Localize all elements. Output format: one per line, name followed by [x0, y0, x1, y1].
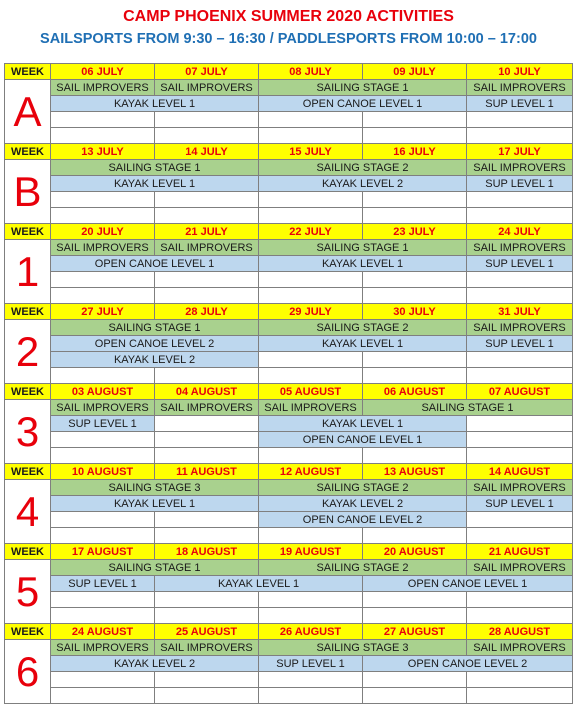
activity-cell: KAYAK LEVEL 2: [51, 656, 259, 672]
date-header-cell: 17 JULY: [467, 144, 573, 160]
empty-cell: [363, 672, 467, 688]
empty-cell: [155, 208, 259, 224]
week-big-label: 2: [5, 320, 51, 384]
empty-cell: [363, 592, 467, 608]
date-header-cell: 22 JULY: [259, 224, 363, 240]
activity-cell: SAIL IMPROVERS: [467, 160, 573, 176]
date-header-cell: 20 JULY: [51, 224, 155, 240]
date-header-cell: 23 JULY: [363, 224, 467, 240]
empty-cell: [155, 128, 259, 144]
activity-row: [5, 128, 573, 144]
activity-cell: SUP LEVEL 1: [467, 496, 573, 512]
activity-cell: KAYAK LEVEL 2: [51, 352, 259, 368]
empty-cell: [363, 608, 467, 624]
date-header-cell: 29 JULY: [259, 304, 363, 320]
date-header-cell: 28 AUGUST: [467, 624, 573, 640]
activity-cell: KAYAK LEVEL 1: [51, 176, 259, 192]
empty-cell: [259, 608, 363, 624]
activity-cell: SAIL IMPROVERS: [51, 400, 155, 416]
empty-cell: [155, 368, 259, 384]
week-big-label: 3: [5, 400, 51, 464]
activity-row: [5, 512, 573, 528]
empty-cell: [467, 288, 573, 304]
week-label-cell: WEEK: [5, 544, 51, 560]
week-label-cell: WEEK: [5, 224, 51, 240]
activity-cell: KAYAK LEVEL 1: [51, 496, 259, 512]
activity-cell: KAYAK LEVEL 1: [259, 256, 467, 272]
empty-cell: [259, 128, 363, 144]
activity-cell: SAIL IMPROVERS: [51, 80, 155, 96]
empty-cell: [51, 512, 155, 528]
empty-cell: [51, 448, 155, 464]
activity-row: [5, 176, 573, 192]
activity-cell: OPEN CANOE LEVEL 1: [363, 576, 573, 592]
activity-row: [5, 432, 573, 448]
empty-cell: [51, 208, 155, 224]
week-label-cell: WEEK: [5, 304, 51, 320]
empty-cell: [467, 672, 573, 688]
empty-cell: [155, 288, 259, 304]
activities-table: [4, 63, 573, 704]
empty-cell: [259, 272, 363, 288]
empty-cell: [155, 512, 259, 528]
activity-row: [5, 240, 573, 256]
activity-cell: SAILING STAGE 1: [51, 560, 259, 576]
empty-cell: [51, 672, 155, 688]
empty-cell: [467, 592, 573, 608]
activity-row: [5, 208, 573, 224]
date-header-cell: 16 JULY: [363, 144, 467, 160]
date-header-cell: 26 AUGUST: [259, 624, 363, 640]
date-header-cell: 08 JULY: [259, 64, 363, 80]
activity-cell: SAIL IMPROVERS: [155, 400, 259, 416]
empty-cell: [363, 112, 467, 128]
empty-cell: [259, 112, 363, 128]
activity-row: [5, 560, 573, 576]
activity-cell: SAIL IMPROVERS: [259, 400, 363, 416]
empty-cell: [51, 288, 155, 304]
empty-cell: [363, 208, 467, 224]
empty-cell: [51, 272, 155, 288]
activity-cell: SUP LEVEL 1: [467, 256, 573, 272]
activity-cell: SAILING STAGE 1: [51, 160, 259, 176]
empty-cell: [467, 512, 573, 528]
activity-cell: OPEN CANOE LEVEL 1: [51, 256, 259, 272]
activity-row: [5, 672, 573, 688]
week-header-row: [5, 544, 573, 560]
activity-cell: SAIL IMPROVERS: [467, 640, 573, 656]
date-header-cell: 27 JULY: [51, 304, 155, 320]
week-label-cell: WEEK: [5, 144, 51, 160]
activity-row: [5, 416, 573, 432]
empty-cell: [467, 192, 573, 208]
activity-cell: KAYAK LEVEL 1: [259, 336, 467, 352]
activity-cell: SAILING STAGE 2: [259, 560, 467, 576]
activity-row: [5, 112, 573, 128]
activity-cell: SUP LEVEL 1: [51, 416, 155, 432]
empty-cell: [51, 112, 155, 128]
activity-cell: SUP LEVEL 1: [259, 656, 363, 672]
activity-row: [5, 688, 573, 704]
date-header-cell: 24 JULY: [467, 224, 573, 240]
date-header-cell: 11 AUGUST: [155, 464, 259, 480]
empty-cell: [155, 608, 259, 624]
activity-cell: OPEN CANOE LEVEL 2: [259, 512, 467, 528]
week-big-label: 4: [5, 480, 51, 544]
week-big-label: A: [5, 80, 51, 144]
empty-cell: [259, 208, 363, 224]
empty-cell: [155, 592, 259, 608]
activity-cell: SAIL IMPROVERS: [467, 240, 573, 256]
empty-cell: [51, 608, 155, 624]
week-header-row: [5, 224, 573, 240]
empty-cell: [363, 128, 467, 144]
activity-cell: KAYAK LEVEL 1: [51, 96, 259, 112]
page-subtitle: SAILSPORTS FROM 9:30 – 16:30 / PADDLESPORTS FROM 10:00 – 17:00: [40, 31, 537, 47]
activity-row: [5, 272, 573, 288]
activity-row: [5, 656, 573, 672]
empty-cell: [363, 352, 467, 368]
date-header-cell: 03 AUGUST: [51, 384, 155, 400]
empty-cell: [259, 448, 363, 464]
empty-cell: [363, 368, 467, 384]
empty-cell: [467, 608, 573, 624]
empty-cell: [155, 528, 259, 544]
week-big-label: 6: [5, 640, 51, 704]
activity-row: [5, 576, 573, 592]
empty-cell: [467, 272, 573, 288]
empty-cell: [467, 432, 573, 448]
date-header-cell: 21 AUGUST: [467, 544, 573, 560]
empty-cell: [467, 416, 573, 432]
empty-cell: [467, 208, 573, 224]
activity-cell: KAYAK LEVEL 1: [155, 576, 363, 592]
empty-cell: [363, 448, 467, 464]
week-header-row: [5, 64, 573, 80]
activity-row: [5, 96, 573, 112]
activity-row: [5, 480, 573, 496]
activity-cell: SAILING STAGE 1: [51, 320, 259, 336]
activity-cell: SAILING STAGE 2: [259, 160, 467, 176]
activity-cell: OPEN CANOE LEVEL 2: [51, 336, 259, 352]
activity-cell: SAILING STAGE 3: [51, 480, 259, 496]
empty-cell: [467, 448, 573, 464]
week-big-label: 1: [5, 240, 51, 304]
activity-cell: SAILING STAGE 1: [259, 240, 467, 256]
date-header-cell: 06 AUGUST: [363, 384, 467, 400]
week-label-cell: WEEK: [5, 464, 51, 480]
empty-cell: [363, 688, 467, 704]
activity-row: [5, 160, 573, 176]
activity-cell: SAILING STAGE 1: [363, 400, 573, 416]
week-header-row: [5, 624, 573, 640]
activity-row: [5, 640, 573, 656]
activity-row: [5, 256, 573, 272]
empty-cell: [155, 112, 259, 128]
empty-cell: [467, 528, 573, 544]
activity-cell: SAIL IMPROVERS: [467, 80, 573, 96]
date-header-cell: 07 JULY: [155, 64, 259, 80]
activity-cell: SAIL IMPROVERS: [155, 240, 259, 256]
activity-row: [5, 448, 573, 464]
activity-row: [5, 288, 573, 304]
week-label-cell: WEEK: [5, 624, 51, 640]
date-header-cell: 12 AUGUST: [259, 464, 363, 480]
date-header-cell: 18 AUGUST: [155, 544, 259, 560]
activity-cell: KAYAK LEVEL 2: [259, 496, 467, 512]
week-header-row: [5, 384, 573, 400]
empty-cell: [51, 688, 155, 704]
activity-cell: SAILING STAGE 2: [259, 480, 467, 496]
activity-cell: SAIL IMPROVERS: [51, 640, 155, 656]
activity-cell: OPEN CANOE LEVEL 2: [363, 656, 573, 672]
activity-cell: SAIL IMPROVERS: [155, 640, 259, 656]
activity-row: [5, 496, 573, 512]
activity-cell: OPEN CANOE LEVEL 1: [259, 432, 467, 448]
empty-cell: [363, 272, 467, 288]
date-header-cell: 24 AUGUST: [51, 624, 155, 640]
date-header-cell: 30 JULY: [363, 304, 467, 320]
empty-cell: [467, 128, 573, 144]
date-header-cell: 19 AUGUST: [259, 544, 363, 560]
date-header-cell: 10 AUGUST: [51, 464, 155, 480]
date-header-cell: 15 JULY: [259, 144, 363, 160]
date-header-cell: 14 JULY: [155, 144, 259, 160]
empty-cell: [51, 528, 155, 544]
activity-cell: SUP LEVEL 1: [51, 576, 155, 592]
date-header-cell: 13 AUGUST: [363, 464, 467, 480]
activity-row: [5, 80, 573, 96]
empty-cell: [467, 688, 573, 704]
empty-cell: [51, 128, 155, 144]
activity-row: [5, 400, 573, 416]
activity-row: [5, 528, 573, 544]
week-label-cell: WEEK: [5, 384, 51, 400]
date-header-cell: 04 AUGUST: [155, 384, 259, 400]
activity-cell: OPEN CANOE LEVEL 1: [259, 96, 467, 112]
empty-cell: [51, 368, 155, 384]
week-header-row: [5, 464, 573, 480]
empty-cell: [259, 688, 363, 704]
empty-cell: [155, 448, 259, 464]
empty-cell: [259, 592, 363, 608]
empty-cell: [155, 416, 259, 432]
empty-cell: [259, 352, 363, 368]
week-label-cell: WEEK: [5, 64, 51, 80]
activity-cell: SAIL IMPROVERS: [467, 320, 573, 336]
empty-cell: [51, 432, 155, 448]
date-header-cell: 10 JULY: [467, 64, 573, 80]
week-header-row: [5, 144, 573, 160]
activity-row: [5, 368, 573, 384]
activity-cell: SAIL IMPROVERS: [467, 480, 573, 496]
empty-cell: [259, 192, 363, 208]
empty-cell: [363, 192, 467, 208]
empty-cell: [259, 288, 363, 304]
date-header-cell: 21 JULY: [155, 224, 259, 240]
empty-cell: [259, 672, 363, 688]
date-header-cell: 09 JULY: [363, 64, 467, 80]
week-big-label: B: [5, 160, 51, 224]
empty-cell: [155, 432, 259, 448]
empty-cell: [259, 368, 363, 384]
activity-cell: SAILING STAGE 1: [259, 80, 467, 96]
week-header-row: [5, 304, 573, 320]
empty-cell: [155, 688, 259, 704]
empty-cell: [51, 592, 155, 608]
date-header-cell: 07 AUGUST: [467, 384, 573, 400]
date-header-cell: 13 JULY: [51, 144, 155, 160]
empty-cell: [467, 352, 573, 368]
date-header-cell: 14 AUGUST: [467, 464, 573, 480]
date-header-cell: 17 AUGUST: [51, 544, 155, 560]
empty-cell: [363, 288, 467, 304]
activity-cell: SUP LEVEL 1: [467, 336, 573, 352]
empty-cell: [51, 192, 155, 208]
empty-cell: [467, 112, 573, 128]
activity-cell: KAYAK LEVEL 1: [259, 416, 467, 432]
activity-cell: SAILING STAGE 2: [259, 320, 467, 336]
activity-cell: SUP LEVEL 1: [467, 96, 573, 112]
activity-cell: SAIL IMPROVERS: [467, 560, 573, 576]
week-big-label: 5: [5, 560, 51, 624]
activity-row: [5, 592, 573, 608]
activity-cell: SAILING STAGE 3: [259, 640, 467, 656]
page-title: CAMP PHOENIX SUMMER 2020 ACTIVITIES: [123, 8, 454, 25]
activity-row: [5, 352, 573, 368]
activity-cell: SAIL IMPROVERS: [51, 240, 155, 256]
activity-cell: SAIL IMPROVERS: [155, 80, 259, 96]
empty-cell: [467, 368, 573, 384]
activity-row: [5, 608, 573, 624]
date-header-cell: 28 JULY: [155, 304, 259, 320]
empty-cell: [155, 272, 259, 288]
date-header-cell: 27 AUGUST: [363, 624, 467, 640]
activity-cell: SUP LEVEL 1: [467, 176, 573, 192]
activity-row: [5, 336, 573, 352]
activity-row: [5, 320, 573, 336]
activities-table-body: [5, 64, 573, 704]
activity-row: [5, 192, 573, 208]
date-header-cell: 06 JULY: [51, 64, 155, 80]
empty-cell: [155, 192, 259, 208]
date-header-cell: 31 JULY: [467, 304, 573, 320]
empty-cell: [363, 528, 467, 544]
date-header-cell: 05 AUGUST: [259, 384, 363, 400]
date-header-cell: 25 AUGUST: [155, 624, 259, 640]
activity-cell: KAYAK LEVEL 2: [259, 176, 467, 192]
empty-cell: [155, 672, 259, 688]
date-header-cell: 20 AUGUST: [363, 544, 467, 560]
empty-cell: [259, 528, 363, 544]
